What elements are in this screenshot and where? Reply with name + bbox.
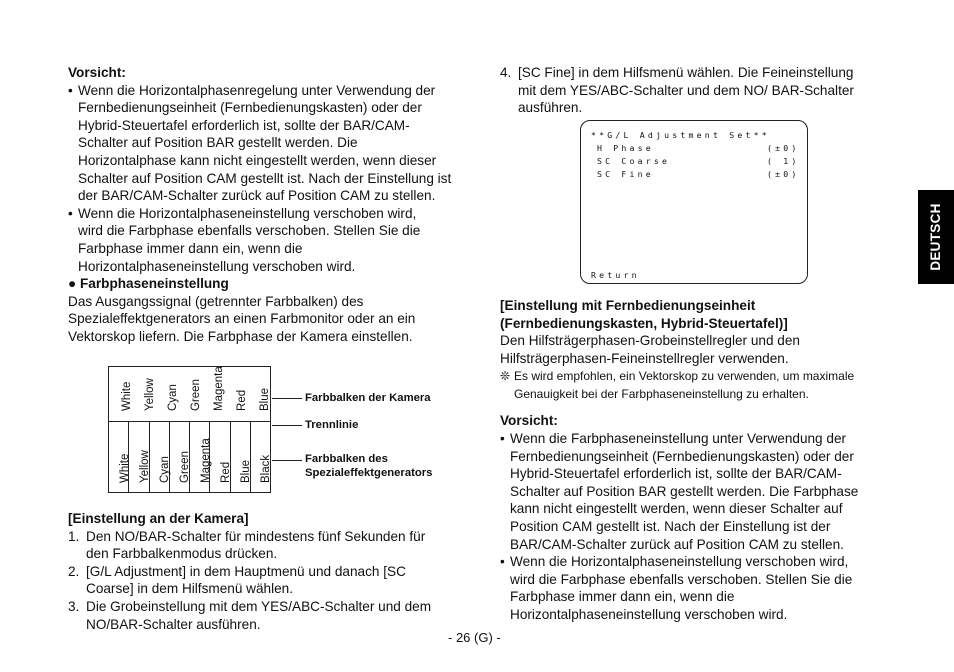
color-bar-cell [251,422,273,493]
step-number: 4. [500,65,512,80]
label-seg-line2: Spezialeffektgenerators [305,467,433,479]
language-tab-label: DEUTSCH [928,203,944,271]
remote-heading-line2: (Fernbedienungskasten, Hybrid-Steuertafel)] [500,315,788,331]
text-line: ausführen. [518,100,583,116]
text-line: mit dem YES/ABC-Schalter und dem NO/ BAR-Schalter [518,82,854,98]
color-bar-cell [129,422,149,493]
text-line: • Wenn die Horizontalphaseneinstellung verschoben wird, [510,554,849,570]
camera-steps-list [68,528,468,634]
screen-row-label-sc-coarse: SC Coarse [597,156,671,166]
text-line: Den NO/BAR-Schalter für mindestens fünf Sekunden für [86,528,426,544]
color-bar-cell [201,367,224,421]
recommendation-note [500,367,895,403]
color-bar-label: White [120,381,133,411]
text-line: Horizontalphaseneinstellung verschoben wird. [510,606,788,622]
color-bar-label: Magenta [212,366,225,411]
color-bar-label: Green [189,379,202,411]
text-line: [G/L Adjustment] in dem Hauptmenü und danach [SC [86,563,406,579]
leader-line-seg [272,460,302,461]
text-line: der BAR/CAM-Schalter zurück auf Position CAM zu stellen. [78,188,436,204]
text-line: Farbphase immer dann ein, wenn die [510,589,735,605]
text-line: Horizontalphase kann nicht eingestellt werden, wenn dieser [78,152,437,168]
screen-row-label-h-phase: H Phase [597,143,654,153]
remote-text-line1: Den Hilfsträgerphasen-Grobeinstellregler und den [500,333,800,349]
text-line: kann nicht eingestellt werden, wenn dieser Schalter auf [510,501,843,517]
screen-return: Return [591,270,640,280]
step-4-text [518,64,890,117]
text-line: NO/BAR-Schalter ausführen. [86,616,261,632]
remote-text-line2: Hilfsträgerphasen-Feineinstellregler verwenden. [500,350,789,366]
color-bar-label: Yellow [143,378,156,411]
step-item [68,563,468,598]
color-bar-cell [210,422,230,493]
color-bar-cell [170,422,190,493]
label-camera-bars: Farbbalken der Kamera [305,392,431,404]
leader-line-camera [272,398,302,399]
farbphase-paragraph [68,293,468,346]
bullet-item [500,553,895,623]
language-tab [918,190,954,284]
caution-list-2 [500,430,895,624]
note-line1: Es wird empfohlen, ein Vektorskop zu verwenden, um maximale [514,369,855,384]
text-line: Farbphase immer dann ein, wenn die [78,240,303,256]
seg-bar-row [109,421,273,493]
note-line2: Genauigkeit bei der Farbphaseneinstellung zu erhalten. [514,387,809,402]
bullet-item [500,430,895,553]
color-bar-cell [132,367,155,421]
camera-settings-section [68,510,468,633]
color-bar-cell [109,422,129,493]
monitor-screen [580,120,808,284]
step-item [68,528,468,563]
text-line: wird die Farbphase ebenfalls verschoben. Stellen Sie die [510,571,853,587]
text-line: Schalter auf Position CAM gestellt ist. Nach der Einstellung ist [78,170,452,186]
section-heading-farbphase: ● Farbphaseneinstellung [68,276,229,292]
bullet-item [68,205,468,275]
text-line: Coarse] in dem Hilfsmenü wählen. [86,581,294,597]
color-bar-label: White [118,453,131,483]
screen-row-label-sc-fine: SC Fine [597,169,654,179]
color-bar-label: Cyan [166,384,179,411]
caution-heading-2: Vorsicht: [500,413,558,429]
text-line: Spezialeffektgenerators an einen Farbmonitor oder an ein [68,311,416,327]
step-number: 2. [68,563,80,579]
text-line: BAR/CAM-Schalter zurück auf Position CAM zu stellen. [510,536,844,552]
text-line: Vektorskop liefern. Die Farbphase der Kamera einstellen. [68,328,413,344]
step-item [68,598,468,633]
note-mark-icon: ❊ [500,369,511,384]
caution-list [68,82,468,276]
color-bar-label: Red [235,389,248,411]
color-bar-label: Red [219,461,232,483]
page-number: - 26 (G) - [448,630,501,645]
color-bar-label: Blue [240,459,253,483]
color-bar-cell [150,422,170,493]
camera-settings-heading: [Einstellung an der Kamera] [68,511,249,526]
color-bar-cell [224,367,247,421]
remote-paragraph [500,332,895,367]
color-bar-cell [155,367,178,421]
label-seg-line1: Farbbalken des [305,453,388,465]
screen-title: **G/L Adjustment Set** [591,130,770,140]
text-line: Das Ausgangssignal (getrennter Farbbalken) des [68,293,364,309]
color-bar-label: Cyan [159,456,172,483]
color-bar-cell [231,422,251,493]
text-line: Horizontalphaseneinstellung verschoben wird. [78,258,356,274]
text-line: [SC Fine] in dem Hilfsmenü wählen. Die Feineinstellung [518,65,854,80]
remote-heading-line1: [Einstellung mit Fernbedienungseinheit [500,298,756,313]
label-divider: Trennlinie [305,419,359,431]
color-bar-label: Blue [258,387,271,411]
screen-row-value-h-phase: (±0) [767,143,800,153]
text-line: • Wenn die Horizontalphasenregelung unter Verwendung der [78,82,436,98]
label-seg-bars [305,452,432,480]
color-bar-cell [178,367,201,421]
step-4 [500,64,890,117]
color-bar-label: Black [260,454,273,483]
step-number: 1. [68,528,80,544]
text-line: Fernbedienungseinheit (Fernbedienungskasten) oder der [78,100,422,116]
remote-section [500,297,895,624]
color-bar-label: Magenta [199,438,212,483]
screen-row-value-sc-coarse: ( 1) [767,156,800,166]
bullet-item [68,82,468,205]
text-line: Hybrid-Steuertafel erforderlich ist, sollte der BAR/CAM- [78,117,410,133]
remote-heading [500,297,895,332]
caution-heading: Vorsicht: [68,65,126,80]
left-column [68,64,468,346]
leader-line-divider [272,425,302,426]
text-line: wird die Farbphase ebenfalls verschoben. Stellen Sie die [78,223,421,239]
color-bar-label: Green [179,451,192,483]
step-number: 3. [68,598,80,614]
text-line: • Wenn die Horizontalphaseneinstellung verschoben wird, [78,205,417,221]
text-line: Die Grobeinstellung mit dem YES/ABC-Schalter und dem [86,598,432,614]
text-line: den Farbbalkenmodus drücken. [86,546,278,562]
right-column [500,64,890,117]
text-line: • Wenn die Farbphaseneinstellung unter Verwendung der [510,430,847,446]
color-bar-cell [247,367,270,421]
text-line: Schalter auf Position BAR gestellt werden. Die Farbphase [510,483,859,499]
text-line: Position CAM gestellt ist. Nach der Einstellung ist der [510,518,831,534]
color-bar-cell [190,422,210,493]
camera-bar-row [109,367,270,421]
screen-row-value-sc-fine: (±0) [767,169,800,179]
text-line: Hybrid-Steuertafel erforderlich ist, sollte der BAR/CAM- [510,466,842,482]
text-line: Schalter auf Position BAR gestellt werden. Die [78,135,358,151]
color-bar-label: Yellow [138,450,151,483]
color-bar-cell [109,367,132,421]
color-bar-diagram [108,366,271,493]
text-line: Fernbedienungseinheit (Fernbedienungskasten) oder der [510,448,854,464]
